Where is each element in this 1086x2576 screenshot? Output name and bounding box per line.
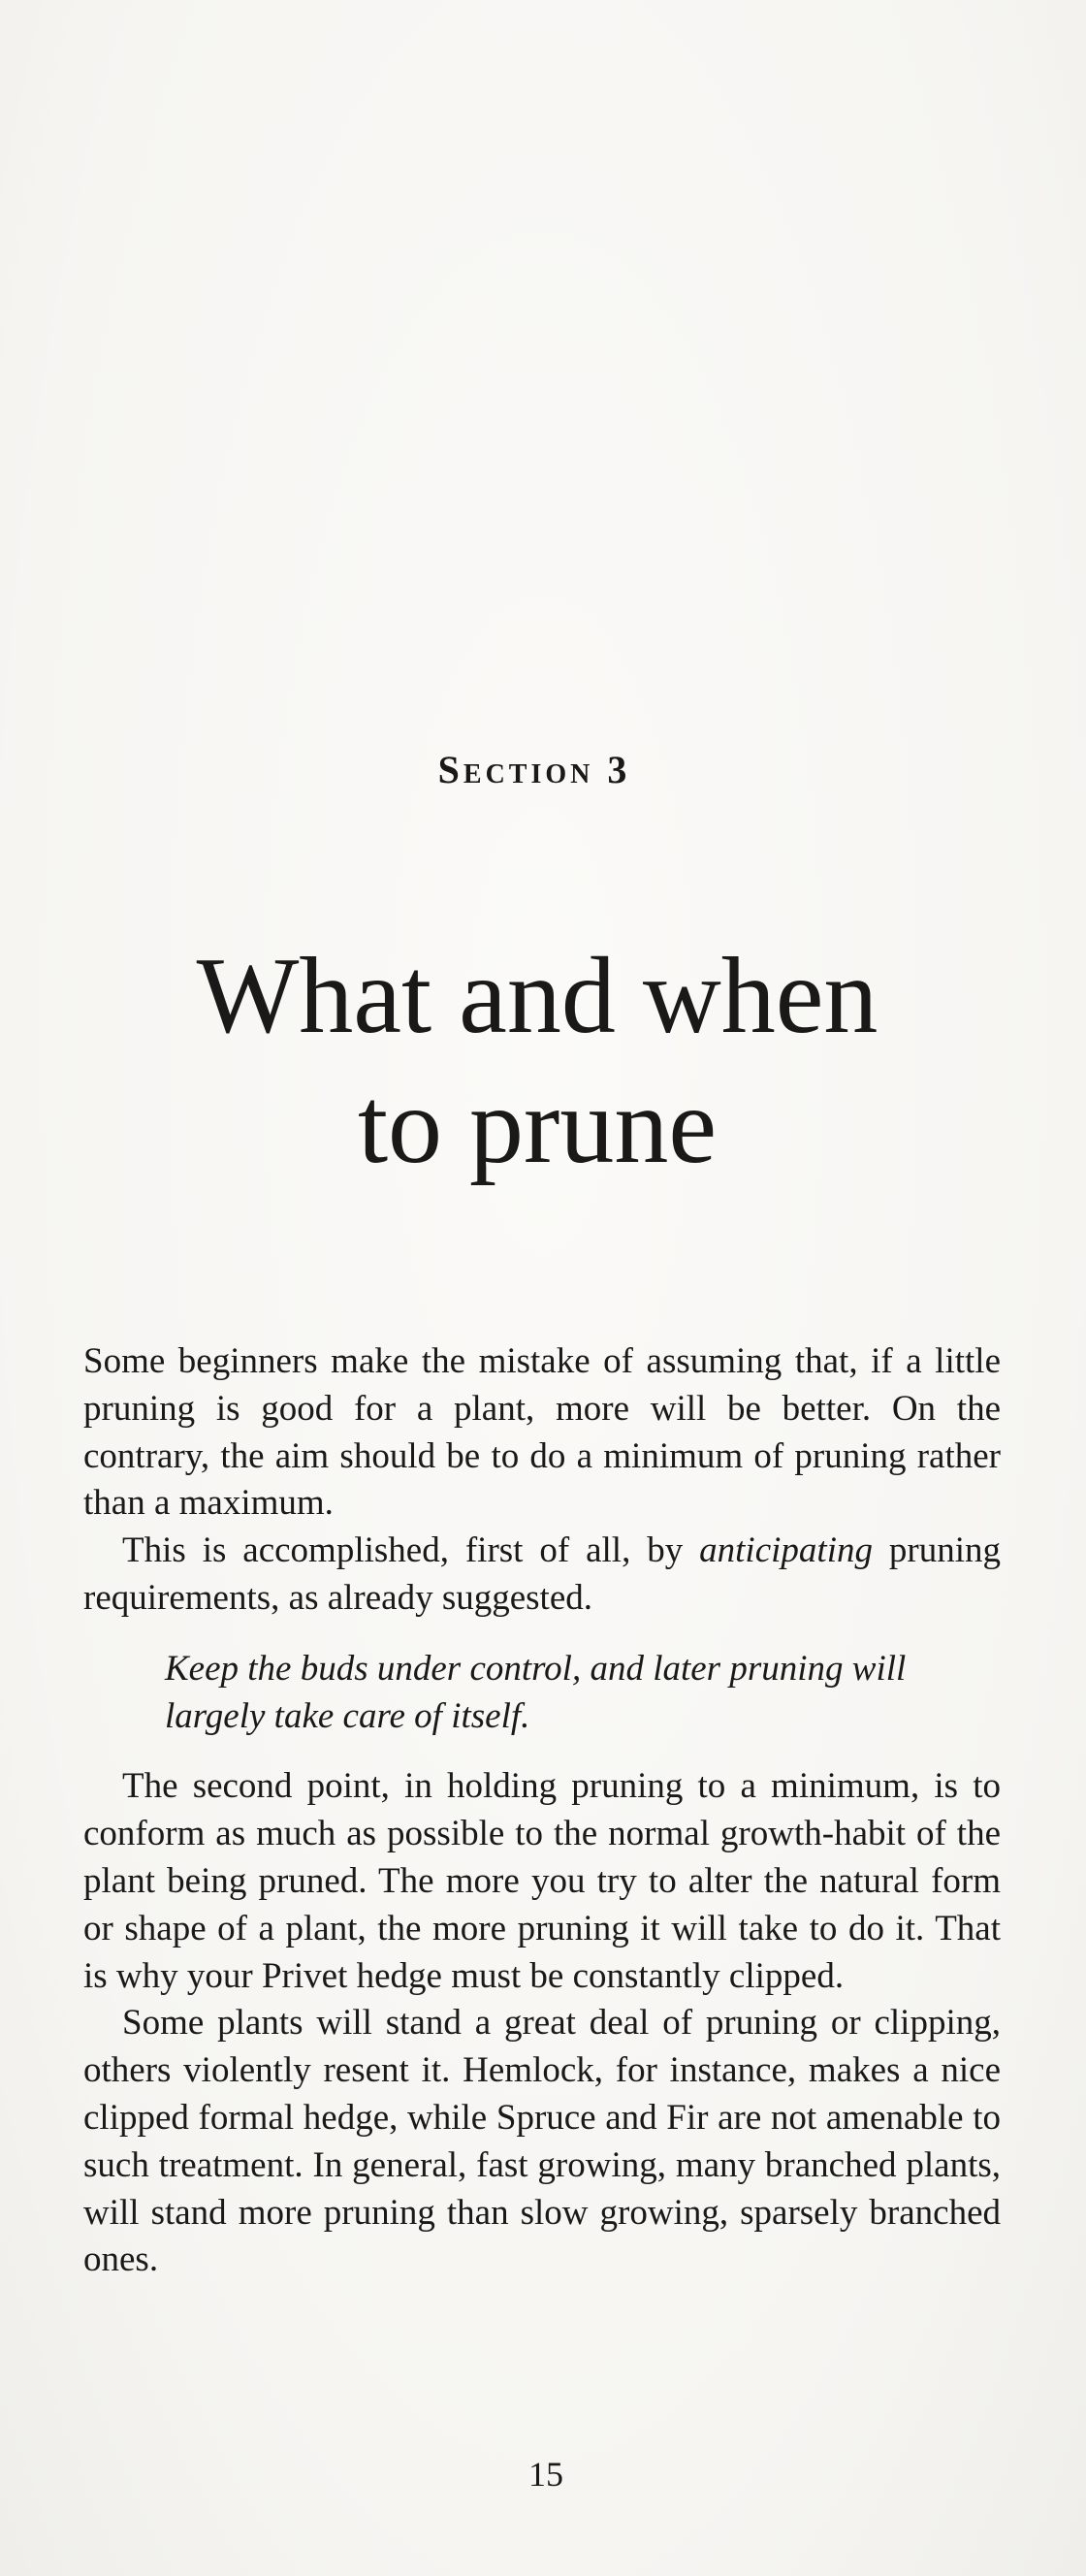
paragraph-1: Some beginners make the mistake of assuming that, if a little pruning is good for a plant, more will be better. On the contrary, the aim should be to do a minimum of pruning rather than a maximum.	[83, 1341, 1001, 1524]
title-line-1: What and when	[196, 936, 878, 1056]
paragraph-2-emphasis: anticipating	[699, 1530, 873, 1571]
chapter-title	[0, 931, 1074, 1191]
title-line-2: to prune	[357, 1066, 718, 1186]
paragraph-2-start: This is accomplished, first of all, by	[122, 1530, 700, 1571]
body-text	[83, 1338, 1001, 2284]
section-label: Section 3	[437, 748, 631, 791]
paragraph-4: Some plants will stand a great deal of pruning or clipping, others violently resent it. Hemlock, for instance, makes a nice clipped formal hedge, while Spruce and Fir are not amenable to such treatment. In general, fast growing, many branched plants, will stand more pruning than slow growing, sparsely branched ones.	[83, 2003, 1001, 2280]
paragraph-2	[83, 1528, 1001, 1623]
paragraph-3: The second point, in holding pruning to a minimum, is to conform as much as possible to the normal growth-habit of the plant being pruned. The more you try to alter the natural form or shape of a plant, the more pruning it will take to do it. That is why your Privet hedge must be constantly clipped.	[83, 1766, 1001, 1996]
page-number: 15	[528, 2455, 563, 2494]
pull-quote: Keep the buds under control, and later pruning will largely take care of itself.	[165, 1648, 907, 1736]
paragraph-2-end: pruning requirements, as already suggested.	[83, 1530, 1001, 1618]
